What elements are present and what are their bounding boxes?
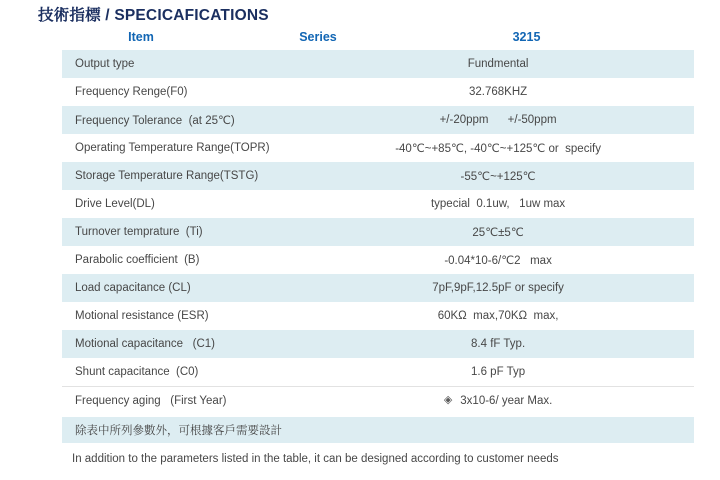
row-value: 1.6 pF Typ bbox=[471, 366, 526, 378]
row-item-label: Frequency aging (First Year) bbox=[75, 394, 227, 407]
table-row bbox=[62, 246, 694, 274]
row-item-label: Frequency Renge(F0) bbox=[75, 86, 188, 98]
table-row bbox=[62, 162, 694, 190]
table-body bbox=[62, 50, 694, 414]
table-row bbox=[62, 106, 694, 134]
row-value: 7pF,9pF,12.5pF or specify bbox=[432, 282, 564, 294]
table-header-row bbox=[62, 30, 694, 50]
row-item-label: Turnover temprature (Ti) bbox=[75, 226, 203, 238]
row-item-label: Parabolic coefficient (B) bbox=[75, 254, 200, 266]
table-row bbox=[62, 218, 694, 246]
table-row bbox=[62, 274, 694, 302]
row-item-label: Load capacitance (CL) bbox=[75, 282, 191, 294]
row-item-label: Output type bbox=[75, 58, 135, 70]
spec-table bbox=[62, 30, 694, 465]
row-value-text: 3x10-6/ year Max. bbox=[460, 394, 553, 407]
col-header-3215: 3215 bbox=[512, 30, 541, 44]
row-value: +/-20ppm +/-50ppm bbox=[439, 114, 557, 126]
row-item-label: Motional resistance (ESR) bbox=[75, 310, 209, 322]
row-value: -0.04*10-6/℃2 max bbox=[444, 255, 552, 267]
note-english: In addition to the parameters listed in the table, it can be designed according to customer needs bbox=[72, 453, 559, 465]
row-value: 60KΩ max,70KΩ max, bbox=[437, 310, 559, 322]
row-value: -40℃~+85℃, -40℃~+125℃ or specify bbox=[395, 143, 601, 155]
table-row bbox=[62, 190, 694, 218]
table-row bbox=[62, 302, 694, 330]
row-value: 8.4 fF Typ. bbox=[471, 338, 526, 350]
note-chinese: 除表中所列參數外，可根據客戶需要設計 bbox=[62, 417, 694, 443]
row-item-label: Motional capacitance (C1) bbox=[75, 338, 215, 350]
row-value: typecial 0.1uw, 1uw max bbox=[430, 198, 566, 210]
row-item-label: Drive Level(DL) bbox=[75, 198, 155, 210]
row-item-label: Storage Temperature Range(TSTG) bbox=[75, 170, 259, 182]
row-item-label: Operating Temperature Range(TOPR) bbox=[75, 142, 270, 154]
table-row bbox=[62, 330, 694, 358]
table-row bbox=[62, 358, 694, 386]
page-title: 技術指標 / SPECICAFICATIONS bbox=[38, 7, 269, 24]
diamond-icon: ◈ bbox=[443, 394, 453, 406]
row-value: 32.768KHZ bbox=[468, 86, 528, 98]
row-value bbox=[302, 387, 694, 414]
table-row bbox=[62, 78, 694, 106]
row-item-label: Shunt capacitance (C0) bbox=[75, 366, 199, 378]
row-item-label: Frequency Tolerance (at 25℃) bbox=[75, 115, 235, 127]
table-row bbox=[62, 386, 694, 414]
row-value: 25℃±5℃ bbox=[472, 227, 524, 239]
row-value: Fundmental bbox=[467, 58, 529, 70]
table-row bbox=[62, 134, 694, 162]
col-header-item: Item bbox=[128, 30, 154, 44]
row-value: -55℃~+125℃ bbox=[460, 171, 536, 183]
col-header-series: Series bbox=[299, 30, 337, 44]
table-row bbox=[62, 50, 694, 78]
